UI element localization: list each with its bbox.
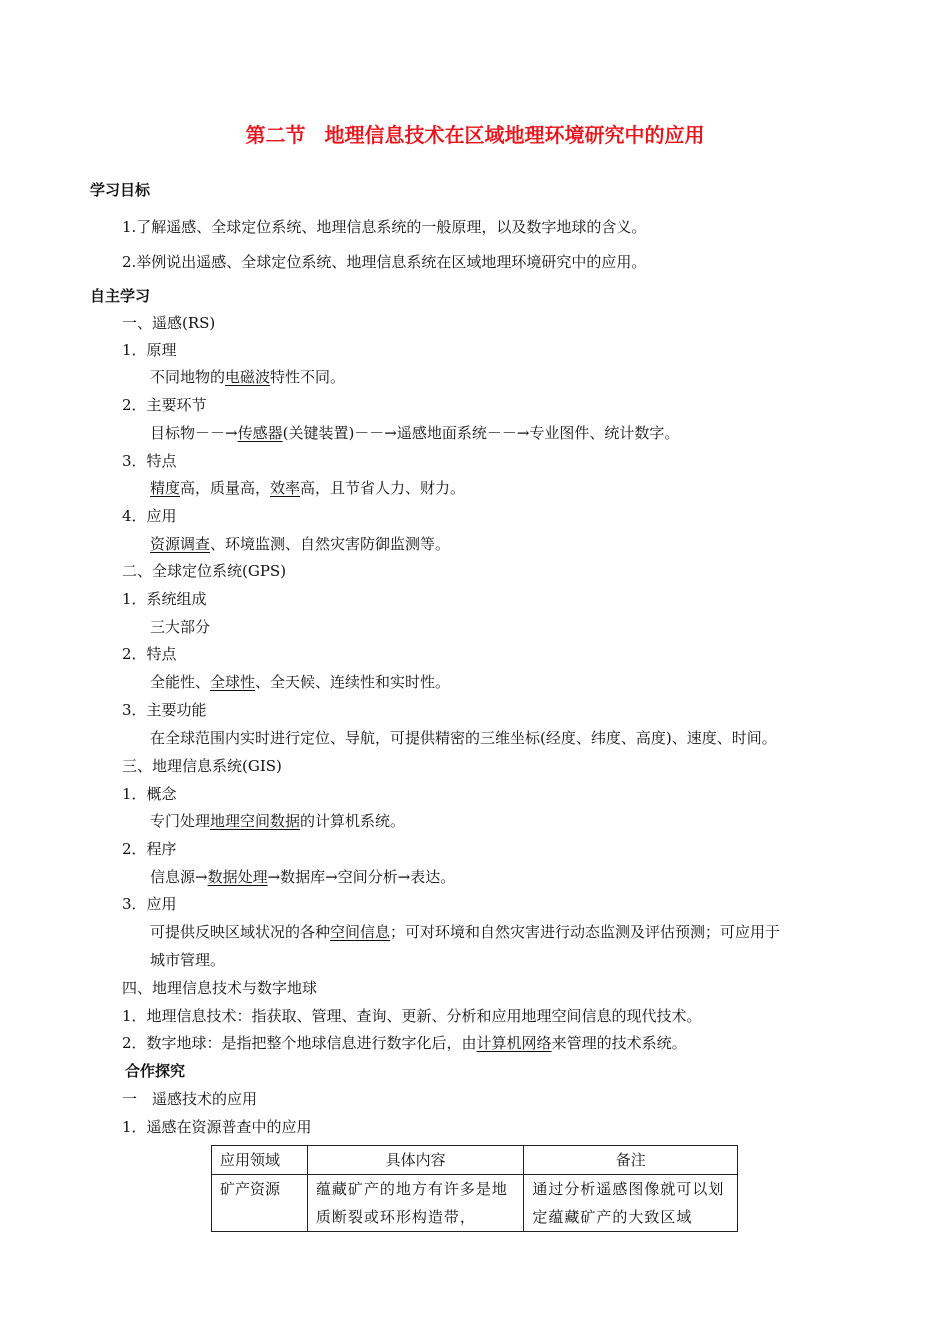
title-text: 地理信息技术在区域地理环境研究中的应用 [324, 123, 705, 147]
coop-subsection-1: 1．遥感在资源普查中的应用 [122, 1118, 312, 1136]
gps-features-heading: 2．特点 [122, 645, 177, 663]
goals-heading: 学习目标 [90, 181, 151, 199]
resource-survey-table [211, 1145, 738, 1232]
gis-procedure-text: 信息源→数据处理→数据库→空间分析→表达。 [150, 868, 456, 886]
coop-section-1: 一 遥感技术的应用 [122, 1090, 258, 1108]
title-section-number: 第二节 [245, 123, 306, 147]
geo-info-tech-text: 1．地理信息技术：指获取、管理、查询、更新、分析和应用地理空间信息的现代技术。 [122, 1007, 702, 1025]
goal-item-1: 1.了解遥感、全球定位系统、地理信息系统的一般原理，以及数字地球的含义。 [122, 218, 647, 236]
gps-functions-text: 在全球范围内实时进行定位、导航，可提供精密的三维坐标(经度、纬度、高度)、速度、时间。 [150, 729, 777, 747]
table-header-cell: 应用领域 [212, 1146, 308, 1175]
table-header-cell: 具体内容 [307, 1146, 524, 1175]
table-cell: 通过分析遥感图像就可以划定蕴藏矿产的大致区域 [524, 1175, 738, 1232]
coop-heading: 合作探究 [125, 1062, 186, 1080]
gis-application-text: 可提供反映区域状况的各种空间信息；可对环境和自然灾害进行动态监测及评估预测；可应用于 [150, 923, 781, 941]
gis-heading: 三、地理信息系统(GIS) [122, 757, 282, 775]
gps-functions-heading: 3．主要功能 [122, 701, 207, 719]
digital-earth-heading: 四、地理信息技术与数字地球 [122, 979, 318, 997]
page-title [0, 119, 950, 148]
rs-heading: 一、遥感(RS) [122, 314, 216, 332]
gis-concept-text: 专门处理地理空间数据的计算机系统。 [150, 812, 406, 830]
gis-procedure-heading: 2．程序 [122, 840, 177, 858]
gis-concept-heading: 1．概念 [122, 785, 177, 803]
gps-composition-text: 三大部分 [150, 618, 211, 636]
gps-heading: 二、全球定位系统(GPS) [122, 562, 287, 580]
table-cell: 矿产资源 [212, 1175, 308, 1232]
rs-application-text: 资源调查、环境监测、自然灾害防御监测等。 [150, 535, 451, 553]
self-study-heading: 自主学习 [90, 287, 151, 305]
rs-features-heading: 3．特点 [122, 452, 177, 470]
gis-application-heading: 3．应用 [122, 895, 177, 913]
rs-features-text: 精度高，质量高，效率高，且节省人力、财力。 [150, 479, 466, 497]
rs-principle-heading: 1．原理 [122, 341, 177, 359]
rs-links-heading: 2．主要环节 [122, 396, 207, 414]
table-header-cell: 备注 [524, 1146, 738, 1175]
rs-principle-text: 不同地物的电磁波特性不同。 [150, 368, 346, 386]
rs-application-heading: 4．应用 [122, 507, 177, 525]
table-cell: 蕴藏矿产的地方有许多是地质断裂或环形构造带， [307, 1175, 524, 1232]
gis-application-text-line2: 城市管理。 [150, 951, 226, 969]
gps-composition-heading: 1．系统组成 [122, 590, 207, 608]
goal-item-2: 2.举例说出遥感、全球定位系统、地理信息系统在区域地理环境研究中的应用。 [122, 253, 647, 271]
rs-links-text: 目标物－－→传感器(关键装置)－－→遥感地面系统－－→专业图件、统计数字。 [150, 424, 680, 442]
table-row [212, 1175, 738, 1232]
digital-earth-text: 2．数字地球：是指把整个地球信息进行数字化后，由计算机网络来管理的技术系统。 [122, 1034, 687, 1052]
gps-features-text: 全能性、全球性、全天候、连续性和实时性。 [150, 673, 451, 691]
table-header-row [212, 1146, 738, 1175]
